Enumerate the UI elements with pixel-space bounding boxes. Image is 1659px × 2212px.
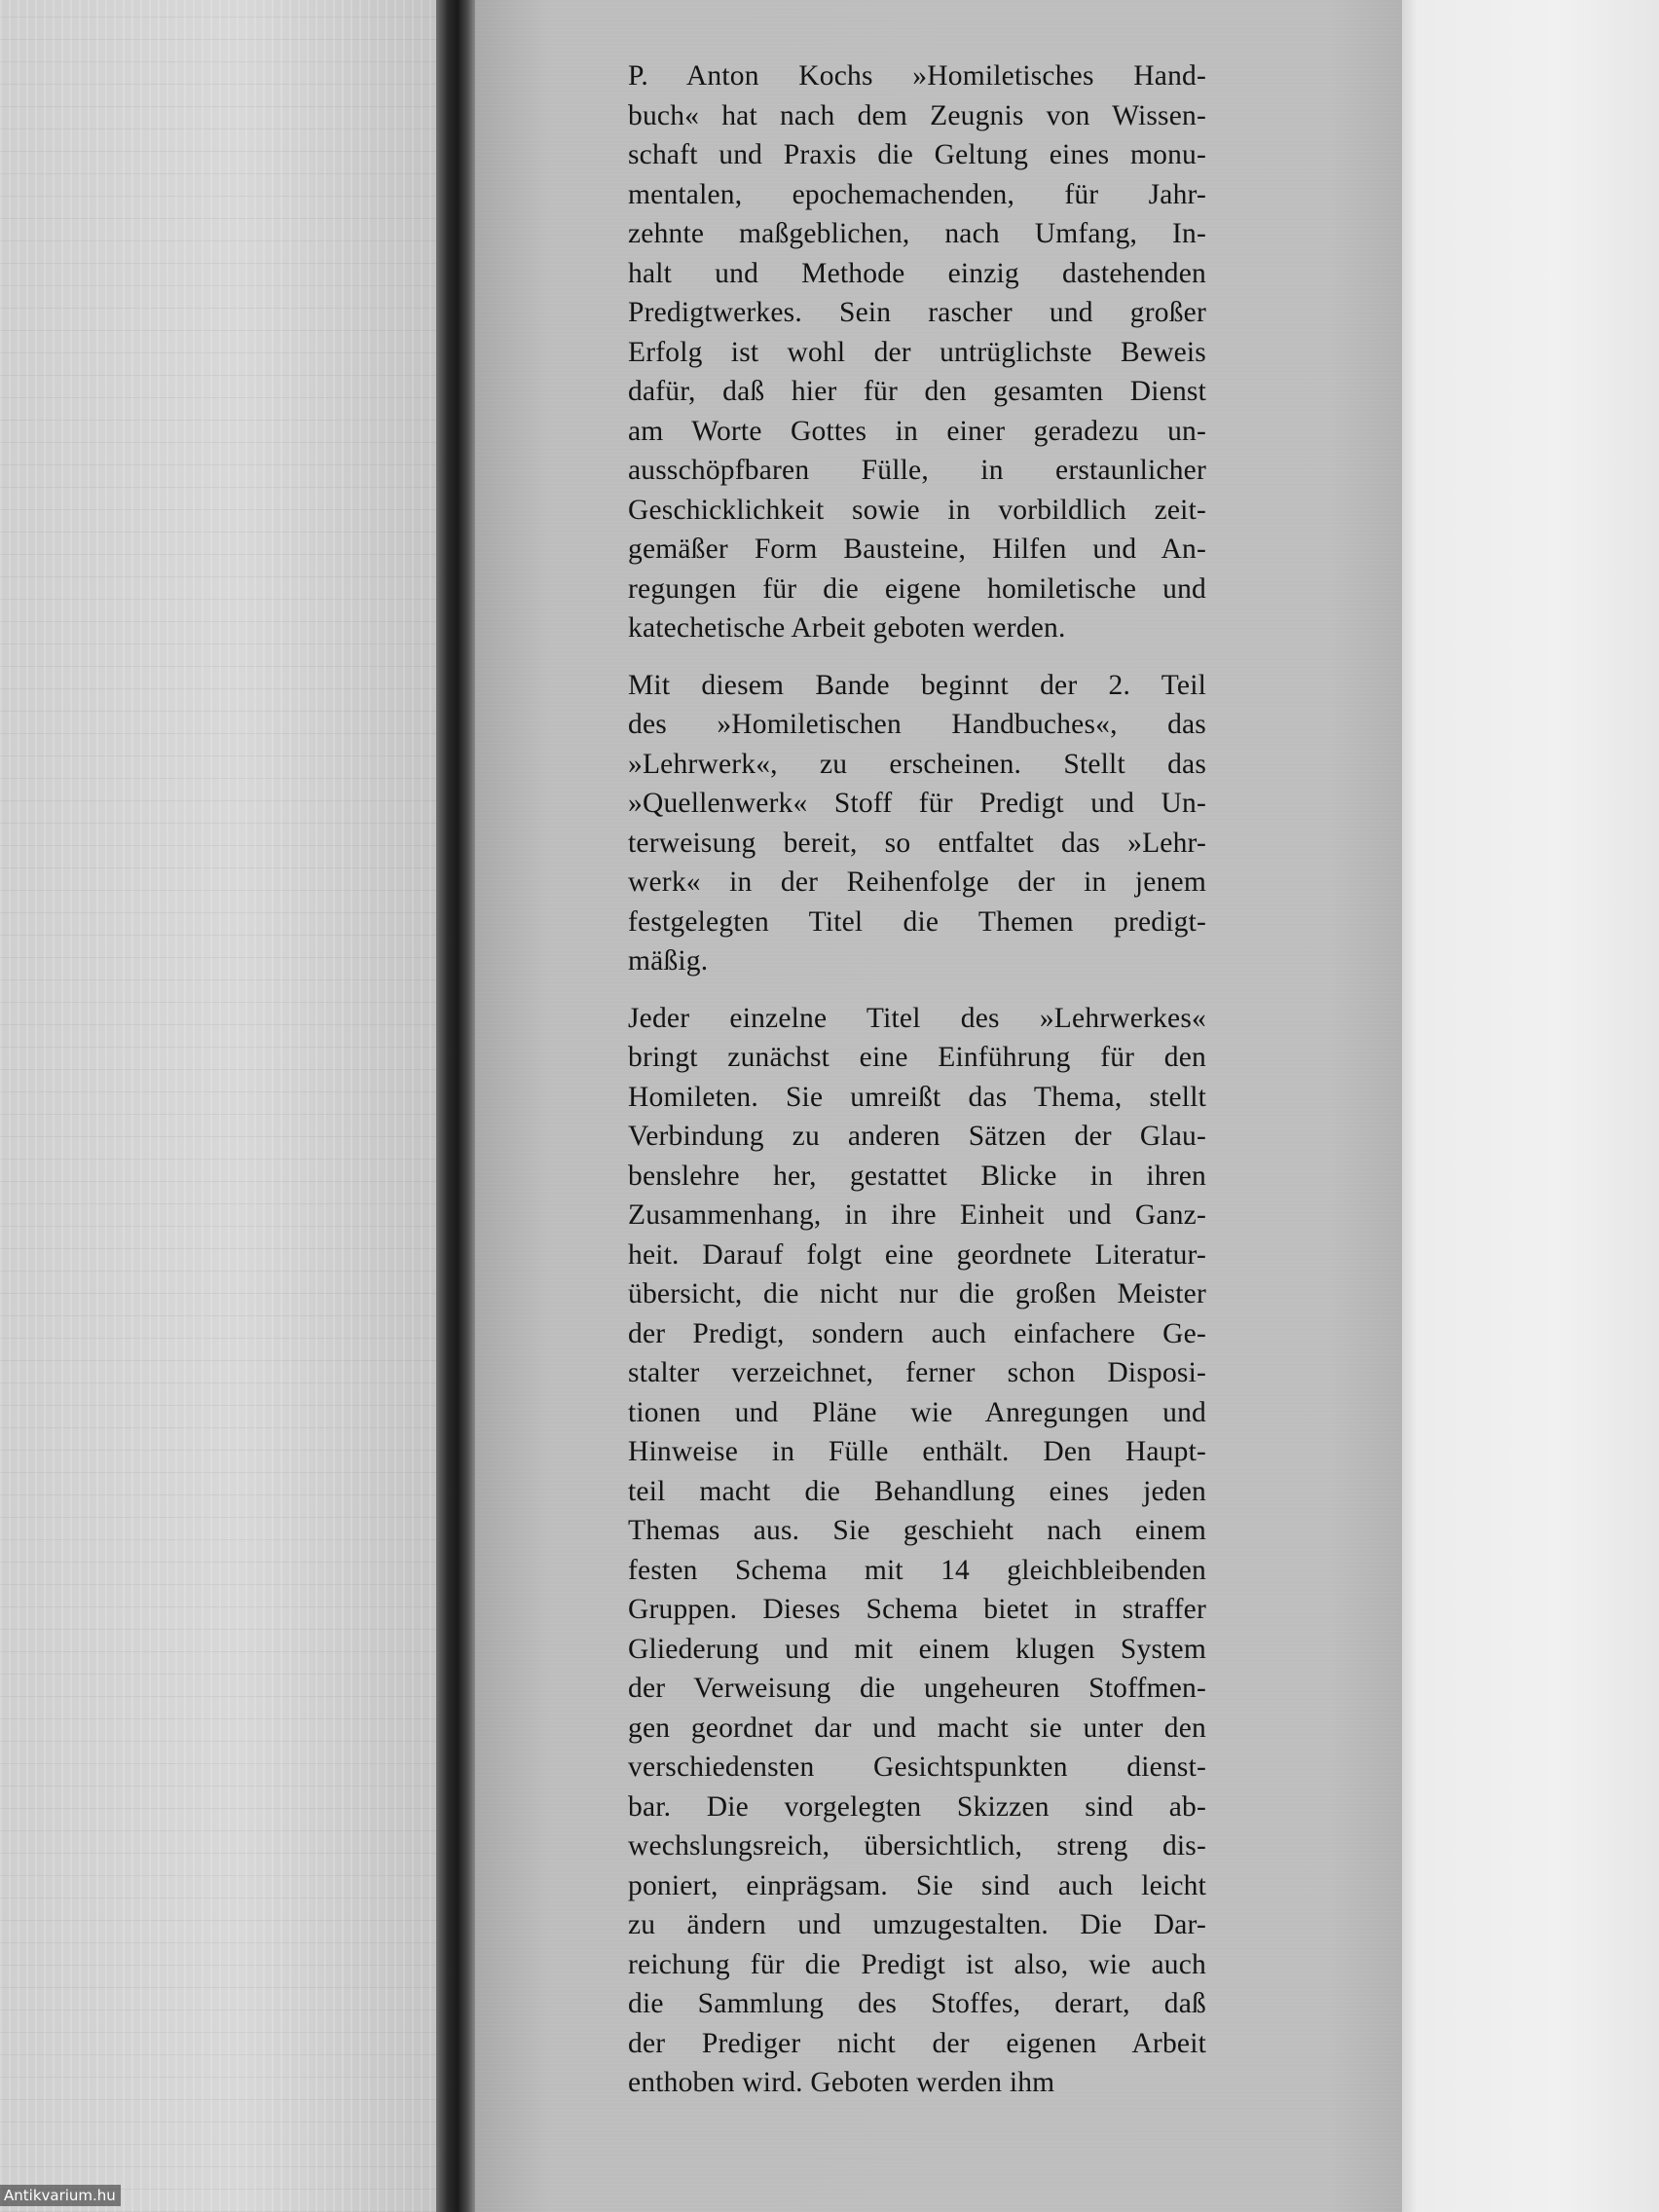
text-line: Zusammenhang, in ihre Einheit und Ganz- xyxy=(628,1199,1206,1231)
text-line: festen Schema mit 14 gleichbleibenden xyxy=(628,1554,1206,1586)
text-line: enthoben wird. Geboten werden ihm xyxy=(628,2067,1055,2098)
text-line: terweisung bereit, so entfaltet das »Lehr- xyxy=(628,827,1206,859)
text-line: des »Homiletischen Handbuches«, das xyxy=(628,709,1206,740)
text-line: der Predigt, sondern auch einfachere Ge- xyxy=(628,1317,1206,1349)
text-line: am Worte Gottes in einer geradezu un- xyxy=(628,415,1206,447)
text-line: Erfolg ist wohl der untrüglichste Beweis xyxy=(628,336,1206,368)
left-book-board xyxy=(0,0,436,2212)
text-line: Hinweise in Fülle enthält. Den Haupt- xyxy=(628,1436,1206,1467)
text-line: »Lehrwerk«, zu erscheinen. Stellt das xyxy=(628,748,1206,780)
text-line: Geschicklichkeit sowie in vorbildlich zeit- xyxy=(628,494,1206,526)
text-line: stalter verzeichnet, ferner schon Disposi- xyxy=(628,1357,1206,1388)
text-line: Verbindung zu anderen Sätzen der Glau- xyxy=(628,1121,1206,1152)
text-line: zehnte maßgeblichen, nach Umfang, In- xyxy=(628,218,1206,249)
text-line: der Verweisung die ungeheuren Stoffmen- xyxy=(628,1673,1206,1704)
text-line: benslehre her, gestattet Blicke in ihren xyxy=(628,1160,1206,1192)
text-line: heit. Darauf folgt eine geordnete Literatur- xyxy=(628,1238,1206,1271)
text-line: halt und Methode einzig dastehenden xyxy=(628,257,1206,289)
text-line: Jeder einzelne Titel des »Lehrwerkes« xyxy=(628,1002,1206,1034)
text-line: zu ändern und umzugestalten. Die Dar- xyxy=(628,1909,1206,1940)
text-line: wechslungsreich, übersichtlich, streng dis- xyxy=(628,1830,1206,1862)
text-line: Gliederung und mit einem klugen System xyxy=(628,1633,1206,1665)
text-line: der Prediger nicht der eigenen Arbeit xyxy=(628,2027,1206,2059)
text-line: Themas aus. Sie geschieht nach einem xyxy=(628,1515,1206,1546)
text-line: mäßig. xyxy=(628,945,709,977)
text-line: die Sammlung des Stoffes, derart, daß xyxy=(628,1988,1206,2019)
paragraph-gap xyxy=(628,648,1206,666)
text-line: festgelegten Titel die Themen predigt- xyxy=(628,905,1206,938)
watermark-label: Antikvarium.hu xyxy=(0,2185,121,2206)
text-line: buch« hat nach dem Zeugnis von Wissen- xyxy=(628,99,1206,131)
paragraph xyxy=(628,56,1206,648)
text-line: mentalen, epochemachenden, für Jahr- xyxy=(628,178,1206,210)
text-line: werk« in der Reihenfolge der in jenem xyxy=(628,866,1206,898)
text-line: bar. Die vorgelegten Skizzen sind ab- xyxy=(628,1790,1206,1823)
text-line: schaft und Praxis die Geltung eines monu- xyxy=(628,139,1206,170)
text-line: gen geordnet dar und macht sie unter den xyxy=(628,1712,1206,1744)
text-line: ausschöpfbaren Fülle, in erstaunlicher xyxy=(628,455,1206,486)
paragraph xyxy=(628,999,1206,2103)
text-line: Homileten. Sie umreißt das Thema, stellt xyxy=(628,1081,1206,1113)
text-line: poniert, einprägsam. Sie sind auch leicht xyxy=(628,1869,1206,1901)
text-line: Gruppen. Dieses Schema bietet in straffer xyxy=(628,1594,1206,1625)
text-line: katechetische Arbeit geboten werden. xyxy=(628,612,1066,644)
text-line: Predigtwerkes. Sein rascher und großer xyxy=(628,297,1206,328)
jacket-blurb-text xyxy=(628,56,1206,2103)
text-line: Mit diesem Bande beginnt der 2. Teil xyxy=(628,669,1206,701)
paragraph xyxy=(628,666,1206,981)
text-line: tionen und Pläne wie Anregungen und xyxy=(628,1396,1206,1428)
text-line: dafür, daß hier für den gesamten Dienst xyxy=(628,376,1206,407)
paragraph-gap xyxy=(628,981,1206,999)
text-line: bringt zunächst eine Einführung für den xyxy=(628,1042,1206,1073)
text-line: reichung für die Predigt ist also, wie auch xyxy=(628,1948,1206,1980)
text-line: P. Anton Kochs »Homiletisches Hand- xyxy=(628,60,1206,92)
text-line: übersicht, die nicht nur die großen Meister xyxy=(628,1278,1206,1309)
text-line: verschiedensten Gesichtspunkten dienst- xyxy=(628,1751,1206,1783)
right-book-page xyxy=(1402,0,1659,2212)
text-line: »Quellenwerk« Stoff für Predigt und Un- xyxy=(628,788,1206,819)
text-line: regungen für die eigene homiletische und xyxy=(628,572,1206,605)
text-line: gemäßer Form Bausteine, Hilfen und An- xyxy=(628,534,1206,565)
text-line: teil macht die Behandlung eines jeden xyxy=(628,1475,1206,1507)
binding-fold xyxy=(436,0,475,2212)
